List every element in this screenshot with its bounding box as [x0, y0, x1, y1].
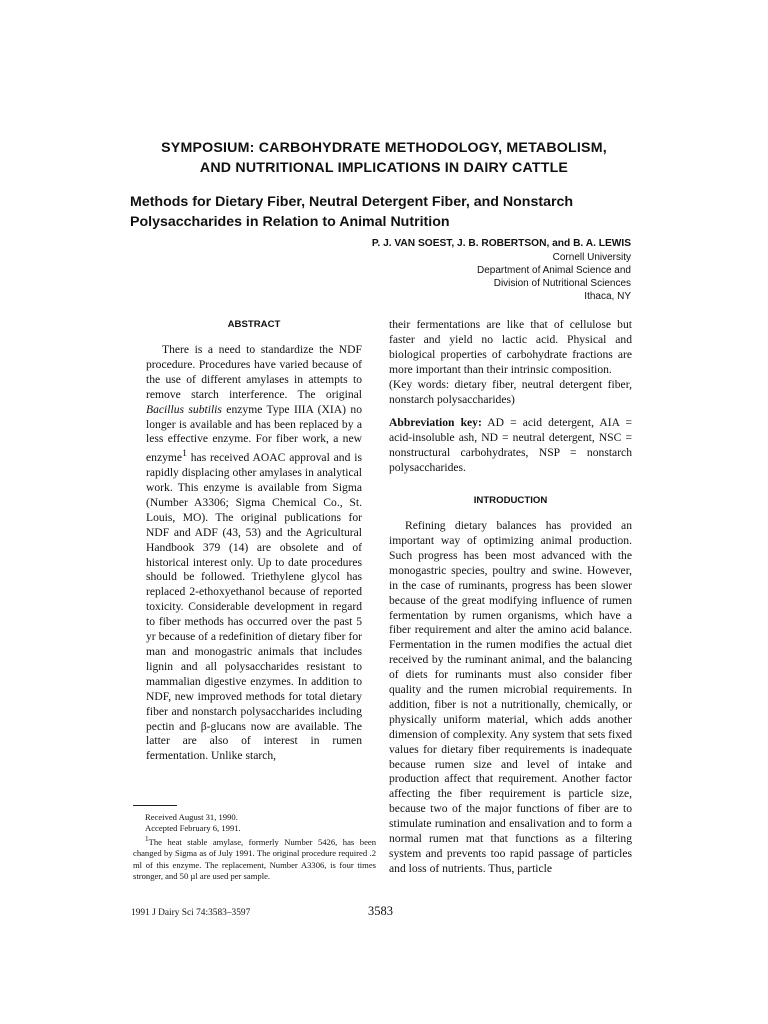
abstract-text-part: There is a need to standardize the NDF procedure. Procedures have varied because of the use of different amylases in attempts to remove starch interference. The original [146, 343, 362, 401]
affiliation-line: Division of Nutritional Sciences [493, 278, 631, 289]
article-title-line-1: Methods for Dietary Fiber, Neutral Detergent Fiber, and Nonstarch [130, 194, 574, 210]
affiliation-line: Cornell University [552, 252, 631, 263]
abstract-text-part: has received AOAC approval and is rapidly displacing other amylases in analytical work. This enzyme is available from Sigma (Number A3306; Sigma Chemical Co., St. Louis, MO). The original publications for NDF and ADF (43, 53) and the Agricultural Handbook 379 (14) are obsolete and of historical interest only. Up to date procedures should be followed. Triethylene glycol has replaced 2-ethoxyethanol because of reported toxicity. Considerable development in regard to fiber methods has occurred over the past 5 yr because of a redefinition of dietary fiber for man and monogastric animals that includes lignin and all polysaccharides resistant to mammalian digestive enzymes. In addition to NDF, new improved methods for total dietary fiber and nonstarch polysaccharides including pectin and β-glucans now are available. The latter are also of interest in rumen fermentation. Unlike starch, [146, 451, 362, 763]
footnotes [133, 812, 376, 882]
affiliation-line: Department of Animal Science and [477, 265, 631, 276]
journal-reference: 1991 J Dairy Sci 74:3583–3597 [131, 908, 251, 918]
author-names: P. J. VAN SOEST, J. B. ROBERTSON, and B. A. LEWIS [371, 238, 631, 249]
author-block [300, 237, 631, 303]
left-column [146, 318, 362, 764]
received-date: Received August 31, 1990. [145, 812, 238, 822]
accepted-date: Accepted February 6, 1991. [145, 823, 241, 834]
symposium-title-line-1: SYMPOSIUM: CARBOHYDRATE METHODOLOGY, METABOLISM, [161, 140, 607, 156]
right-column [389, 318, 632, 877]
abbreviation-key [389, 416, 632, 476]
affiliation-line: Ithaca, NY [584, 291, 631, 302]
footnote-divider [133, 805, 177, 806]
footnote-1 [133, 834, 376, 882]
footnote-marker: 1 [145, 835, 149, 844]
abstract-text-part: enzyme Type IIIA (XIA) no longer is available and has been replaced by a less effective enzyme. For fiber work, a new enzyme [146, 402, 362, 465]
article-title [130, 192, 650, 232]
introduction-paragraph: Refining dietary balances has provided an important way of optimizing animal production. Such progress has been most advanced with the monogastric species, poultry and swine. However, in the case of ruminants, progress has been slower because of the great modifying influence of rumen fermentation by rumen organisms, which have a fiber requirement and alter the amino acid balance. Fermentation in the rumen modifies the actual diet received by the ruminant animal, and the balancing of diets for ruminants must also consider fiber quality and the rumen microbial requirements. In addition, fiber is not a nutritionally, chemically, or physically uniform material, which adds another dimension of complexity. Any system that sets fixed values for dietary fiber requirements is inadequate because rumen size and level of intake and production affect that requirement. Another factor affecting the fiber requirement is particle size, because two of the major functions of fiber are to stimulate rumination and ensalivation and to form a normal rumen mat that functions as a filtering system and prevents too rapid passage of particles and loss of nutrients. Thus, particle [389, 519, 632, 875]
symposium-title-line-2: AND NUTRITIONAL IMPLICATIONS IN DAIRY CATTLE [199, 160, 569, 176]
page-number: 3583 [368, 904, 393, 918]
footnote-marker: 1 [182, 448, 187, 460]
abbreviation-label: Abbreviation key: [389, 416, 482, 430]
abbreviation-text: AD = acid detergent, AIA = acid-insoluble ash, ND = neutral detergent, NSC = nonstructural carbohydrates, NSP = nonstarch polysaccharides. [389, 416, 632, 475]
footnote-text: The heat stable amylase, formerly Number 5426, has been changed by Sigma as of July 1991. The original procedure required .2 ml of this enzyme. The replacement, Number A3306, is four times stronger, and 50 µl are used per sample. [133, 837, 376, 881]
species-name: Bacillus subtilis [146, 402, 222, 416]
abstract-paragraph [146, 343, 362, 764]
abstract-keywords: (Key words: dietary fiber, neutral detergent fiber, nonstarch polysaccharides) [389, 377, 632, 406]
symposium-title [110, 138, 658, 178]
article-title-line-2: Polysaccharides in Relation to Animal Nutrition [130, 214, 450, 230]
abstract-continued: their fermentations are like that of cellulose but faster and yield no lactic acid. Physical and biological properties of carbohydrate fractions are more important than their intrinsic composition. [389, 318, 632, 376]
abstract-heading: ABSTRACT [227, 319, 281, 330]
introduction-heading: INTRODUCTION [473, 495, 548, 507]
